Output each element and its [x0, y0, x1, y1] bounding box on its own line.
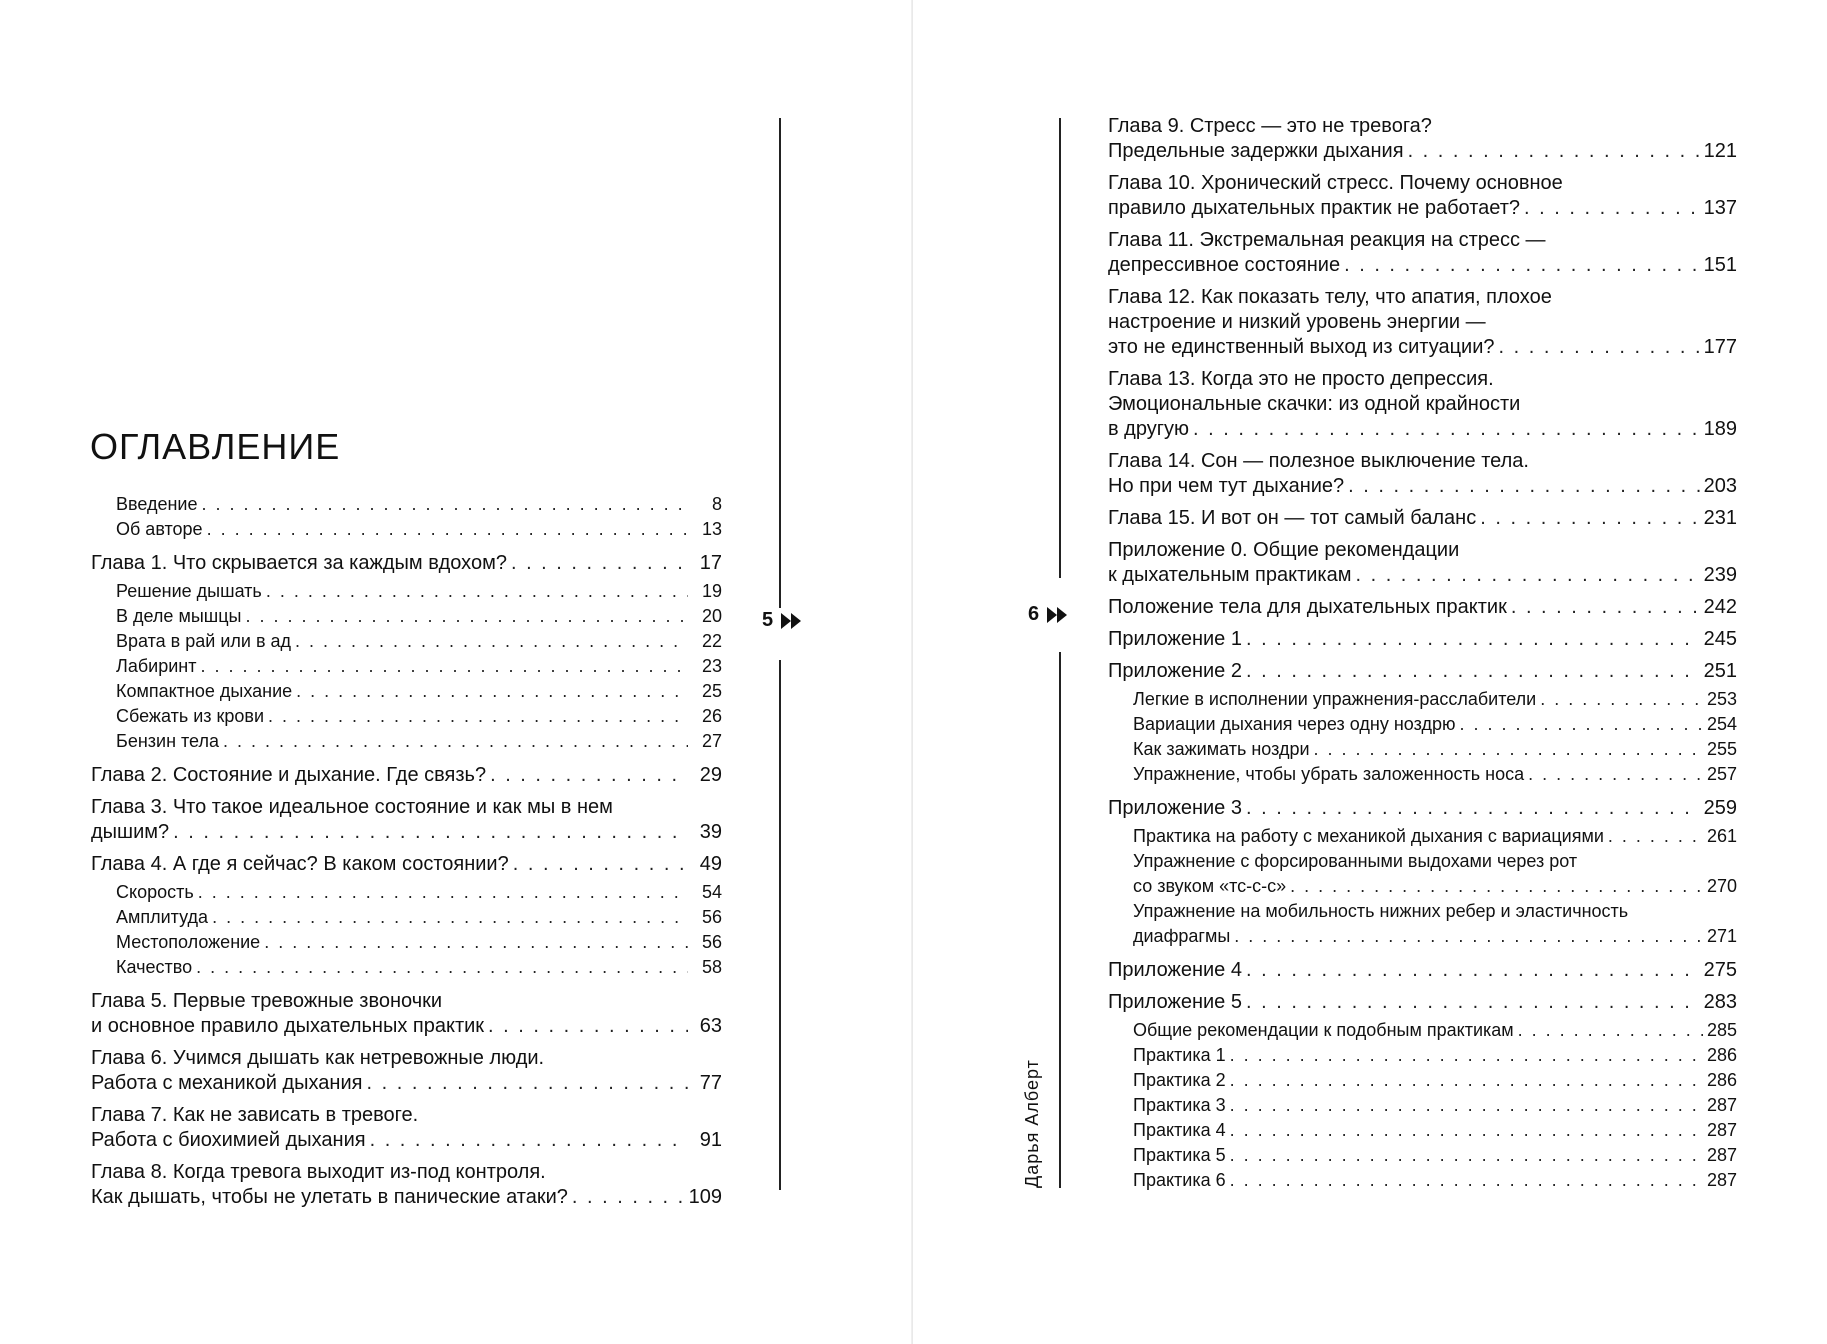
toc-entry-line: Глава 10. Хронический стресс. Почему основное	[1108, 172, 1563, 194]
dot-leader	[370, 1128, 688, 1153]
toc-entry-label: Практика 2	[1133, 1070, 1226, 1090]
toc-page-number: 63	[699, 1015, 722, 1037]
toc-entry-line: Приложение 0. Общие рекомендации	[1108, 539, 1460, 561]
toc-page-number: 242	[1703, 596, 1737, 618]
left-margin-line-top	[779, 118, 781, 608]
toc-entry	[91, 1160, 722, 1210]
toc-entry-label: и основное правило дыхательных практик	[91, 1015, 485, 1037]
toc-entry-label: депрессивное состояние	[1108, 254, 1341, 276]
toc-entry	[1108, 659, 1737, 684]
dot-leader	[1344, 253, 1700, 278]
toc-entry	[1108, 285, 1737, 360]
toc-page-number: 270	[1706, 876, 1737, 896]
toc-entry	[1108, 449, 1737, 499]
toc-entry-label: Местоположение	[116, 932, 261, 952]
toc-entry-label: это не единственный выход из ситуации?	[1108, 336, 1495, 358]
toc-entry-line: Эмоциональные скачки: из одной крайности	[1108, 393, 1521, 415]
toc-page-number: 77	[699, 1072, 722, 1094]
dot-leader	[1290, 874, 1703, 899]
page-number: 6	[1028, 603, 1040, 625]
toc-page-number: 231	[1703, 507, 1737, 529]
toc-subentry	[91, 729, 722, 754]
toc-subentry	[91, 704, 722, 729]
toc-page-number: 58	[701, 957, 722, 977]
toc-entry	[1108, 506, 1737, 531]
toc-subentry	[91, 905, 722, 930]
dot-leader	[1246, 627, 1700, 652]
dot-leader	[1499, 335, 1700, 360]
toc-entry-label: Приложение 1	[1108, 628, 1242, 650]
dot-leader	[245, 604, 688, 629]
toc-page-number: 19	[701, 581, 722, 601]
toc-entry-line: Глава 7. Как не зависать в тревоге.	[91, 1104, 419, 1126]
toc-page-number: 287	[1706, 1145, 1737, 1165]
toc-entry-label: Практика 6	[1133, 1170, 1226, 1190]
toc-entry-label: Врата в рай или в ад	[116, 631, 292, 651]
toc-entry	[91, 852, 722, 877]
toc-page-number: 259	[1703, 797, 1737, 819]
dot-leader	[1246, 796, 1700, 821]
toc-entry-label: Легкие в исполнении упражнения-расслабители	[1133, 689, 1537, 709]
toc-entry-label: Введение	[116, 494, 198, 514]
dot-leader	[1230, 1168, 1703, 1193]
toc-entry	[1108, 228, 1737, 278]
toc-entry-line: Глава 14. Сон — полезное выключение тела.	[1108, 450, 1529, 472]
dot-leader	[366, 1071, 688, 1096]
toc-entry-line: Глава 13. Когда это не просто депрессия.	[1108, 368, 1494, 390]
toc-entry-label: Качество	[116, 957, 193, 977]
left-page	[0, 0, 913, 1344]
dot-leader	[296, 679, 688, 704]
toc-right-column	[1108, 114, 1737, 1193]
toc-entry	[91, 763, 722, 788]
dot-leader	[1193, 417, 1700, 442]
toc-entry-label: правило дыхательных практик не работает?	[1108, 197, 1521, 219]
toc-page-number: 255	[1706, 739, 1737, 759]
double-chevron-right-icon	[781, 613, 803, 629]
toc-entry-label: Упражнение, чтобы убрать заложенность носа	[1133, 764, 1525, 784]
toc-subentry	[91, 930, 722, 955]
toc-entry	[1108, 627, 1737, 652]
toc-page-number: 287	[1706, 1095, 1737, 1115]
dot-leader	[513, 852, 688, 877]
double-chevron-right-icon	[1047, 607, 1069, 623]
toc-entry-label: Амплитуда	[116, 907, 209, 927]
toc-entry	[91, 989, 722, 1039]
toc-entry	[1108, 958, 1737, 983]
toc-page-number: 91	[699, 1129, 722, 1151]
toc-entry-label: Сбежать из крови	[116, 706, 265, 726]
dot-leader	[1608, 824, 1703, 849]
toc-entry-label: Скорость	[116, 882, 194, 902]
toc-page-number: 20	[701, 606, 722, 626]
toc-entry	[91, 1103, 722, 1153]
toc-entry-label: со звуком «тс-с-с»	[1133, 876, 1287, 896]
toc-entry-label: Приложение 2	[1108, 660, 1242, 682]
toc-page-number: 253	[1706, 689, 1737, 709]
right-margin-line-top	[1059, 118, 1061, 578]
toc-entry-label: Практика 5	[1133, 1145, 1226, 1165]
dot-leader	[1230, 1143, 1703, 1168]
left-folio	[762, 609, 803, 632]
toc-subentry	[1108, 737, 1737, 762]
toc-entry-label: Предельные задержки дыхания	[1108, 140, 1404, 162]
toc-page-number: 23	[701, 656, 722, 676]
left-margin-line-bottom	[779, 660, 781, 1190]
dot-leader	[268, 704, 688, 729]
toc-subentry	[1108, 1118, 1737, 1143]
dot-leader	[1348, 474, 1699, 499]
toc-entry	[1108, 538, 1737, 588]
toc-subentry	[1108, 824, 1737, 849]
toc-entry-line: Глава 3. Что такое идеальное состояние и как мы в нем	[91, 796, 613, 818]
toc-page-number: 25	[701, 681, 722, 701]
toc-entry-line: Глава 11. Экстремальная реакция на стресс —	[1108, 229, 1546, 251]
toc-entry-line: Глава 5. Первые тревожные звоночки	[91, 990, 443, 1012]
toc-entry-label: Но при чем тут дыхание?	[1108, 475, 1345, 497]
toc-page-number: 137	[1703, 197, 1737, 219]
toc-page-number: 283	[1703, 991, 1737, 1013]
toc-subentry	[1108, 1043, 1737, 1068]
toc-subentry	[91, 654, 722, 679]
toc-entry-label: Общие рекомендации к подобным практикам	[1133, 1020, 1514, 1040]
toc-subentry	[1108, 687, 1737, 712]
toc-entry	[1108, 990, 1737, 1015]
toc-entry-label: Компактное дыхание	[116, 681, 293, 701]
toc-page-number: 257	[1706, 764, 1737, 784]
toc-page-number: 261	[1706, 826, 1737, 846]
toc-entry	[1108, 171, 1737, 221]
toc-entry-label: Положение тела для дыхательных практик	[1108, 596, 1507, 618]
toc-entry-label: Приложение 5	[1108, 991, 1242, 1013]
dot-leader	[173, 820, 688, 845]
dot-leader	[1511, 595, 1700, 620]
dot-leader	[295, 629, 688, 654]
toc-subentry	[91, 492, 722, 517]
dot-leader	[207, 517, 688, 542]
toc-page-number: 286	[1706, 1045, 1737, 1065]
toc-subentry	[1108, 849, 1737, 899]
toc-entry-label: Об авторе	[116, 519, 203, 539]
toc-entry	[1108, 796, 1737, 821]
dot-leader	[1459, 712, 1703, 737]
toc-entry-label: Лабиринт	[116, 656, 197, 676]
right-folio	[1028, 603, 1069, 626]
toc-entry-label: Глава 1. Что скрывается за каждым вдохом?	[91, 552, 507, 574]
dot-leader	[1230, 1068, 1703, 1093]
author-name: Дарья Алберт	[1022, 1059, 1042, 1188]
toc-page-number: 54	[701, 882, 722, 902]
dot-leader	[198, 880, 688, 905]
toc-entry	[1108, 367, 1737, 442]
toc-page-number: 56	[701, 907, 722, 927]
dot-leader	[511, 551, 688, 576]
dot-leader	[1518, 1018, 1703, 1043]
dot-leader	[572, 1185, 685, 1210]
toc-entry	[1108, 114, 1737, 164]
toc-entry-label: Глава 4. А где я сейчас? В каком состоянии?	[91, 853, 509, 875]
toc-page-number: 121	[1703, 140, 1737, 162]
dot-leader	[223, 729, 688, 754]
dot-leader	[196, 955, 688, 980]
dot-leader	[202, 492, 688, 517]
dot-leader	[1524, 196, 1700, 221]
toc-subentry	[91, 880, 722, 905]
toc-entry-line: Упражнение с форсированными выдохами через рот	[1133, 851, 1578, 871]
toc-entry-label: в другую	[1108, 418, 1190, 440]
toc-page-number: 245	[1703, 628, 1737, 650]
toc-page-number: 17	[699, 552, 722, 574]
toc-subentry	[91, 679, 722, 704]
toc-entry-label: В деле мышцы	[116, 606, 242, 626]
toc-page-number: 287	[1706, 1120, 1737, 1140]
toc-entry-label: Глава 15. И вот он — тот самый баланс	[1108, 507, 1477, 529]
toc-subentry	[1108, 1168, 1737, 1193]
dot-leader	[1355, 563, 1699, 588]
toc-subentry	[1108, 899, 1737, 949]
toc-entry-label: Приложение 4	[1108, 959, 1242, 981]
toc-entry-label: Глава 2. Состояние и дыхание. Где связь?	[91, 764, 487, 786]
dot-leader	[1234, 924, 1703, 949]
toc-page-number: 26	[701, 706, 722, 726]
dot-leader	[264, 930, 688, 955]
toc-page-number: 49	[699, 853, 722, 875]
toc-entry-label: Практика на работу с механикой дыхания с вариациями	[1133, 826, 1604, 846]
toc-entry-line: Глава 12. Как показать телу, что апатия, плохое	[1108, 286, 1552, 308]
toc-entry-label: диафрагмы	[1133, 926, 1231, 946]
toc-subentry	[91, 604, 722, 629]
toc-page-number: 271	[1706, 926, 1737, 946]
toc-entry-line: Глава 9. Стресс — это не тревога?	[1108, 115, 1432, 137]
page-number: 5	[762, 609, 774, 631]
toc-entry	[91, 551, 722, 576]
right-margin-line-bottom	[1059, 652, 1061, 1188]
toc-entry-line: Глава 8. Когда тревога выходит из-под контроля.	[91, 1161, 546, 1183]
toc-entry-label: Приложение 3	[1108, 797, 1242, 819]
toc-subentry	[1108, 1143, 1737, 1168]
toc-entry	[91, 795, 722, 845]
toc-page-number: 151	[1703, 254, 1737, 276]
dot-leader	[1246, 659, 1700, 684]
toc-page-number: 13	[701, 519, 722, 539]
toc-page-number: 177	[1703, 336, 1737, 358]
toc-entry-line: Упражнение на мобильность нижних ребер и эластичность	[1133, 901, 1629, 921]
dot-leader	[1540, 687, 1703, 712]
toc-subentry	[91, 629, 722, 654]
toc-title: ОГЛАВЛЕНИЕ	[90, 426, 341, 467]
toc-page-number: 239	[1703, 564, 1737, 586]
toc-subentry	[1108, 1093, 1737, 1118]
toc-subentry	[1108, 1018, 1737, 1043]
toc-entry-label: Вариации дыхания через одну ноздрю	[1133, 714, 1456, 734]
toc-subentry	[1108, 762, 1737, 787]
dot-leader	[200, 654, 688, 679]
toc-entry-label: Работа с биохимией дыхания	[91, 1129, 366, 1151]
toc-page-number: 254	[1706, 714, 1737, 734]
toc-entry-label: Работа с механикой дыхания	[91, 1072, 363, 1094]
toc-page-number: 287	[1706, 1170, 1737, 1190]
dot-leader	[1408, 139, 1700, 164]
toc-page-number: 189	[1703, 418, 1737, 440]
toc-page-number: 285	[1706, 1020, 1737, 1040]
dot-leader	[212, 905, 688, 930]
toc-page-number: 275	[1703, 959, 1737, 981]
toc-entry-label: Практика 1	[1133, 1045, 1226, 1065]
toc-page-number: 56	[701, 932, 722, 952]
toc-page-number: 251	[1703, 660, 1737, 682]
dot-leader	[490, 763, 688, 788]
dot-leader	[488, 1014, 688, 1039]
toc-page-number: 27	[701, 731, 722, 751]
toc-subentry	[91, 517, 722, 542]
toc-page-number: 109	[688, 1186, 722, 1208]
toc-entry-label: Практика 4	[1133, 1120, 1226, 1140]
dot-leader	[1528, 762, 1703, 787]
toc-entry	[91, 1046, 722, 1096]
dot-leader	[1314, 737, 1703, 762]
toc-entry-line: Глава 6. Учимся дышать как нетревожные люди.	[91, 1047, 545, 1069]
toc-entry-label: Как зажимать ноздри	[1133, 739, 1310, 759]
dot-leader	[1480, 506, 1699, 531]
dot-leader	[1246, 958, 1700, 983]
toc-page-number: 22	[701, 631, 722, 651]
toc-page-number: 29	[699, 764, 722, 786]
toc-entry-label: Практика 3	[1133, 1095, 1226, 1115]
toc-entry-line: настроение и низкий уровень энергии —	[1108, 311, 1486, 333]
toc-entry-label: Бензин тела	[116, 731, 219, 751]
toc-entry-label: к дыхательным практикам	[1108, 564, 1352, 586]
dot-leader	[266, 579, 688, 604]
toc-subentry	[91, 579, 722, 604]
dot-leader	[1230, 1118, 1703, 1143]
toc-page-number: 8	[711, 494, 722, 514]
toc-subentry	[91, 955, 722, 980]
toc-entry-label: Как дышать, чтобы не улетать в панические атаки?	[91, 1186, 568, 1208]
toc-subentry	[1108, 712, 1737, 737]
dot-leader	[1246, 990, 1700, 1015]
toc-entry-label: Решение дышать	[116, 581, 262, 601]
toc-page-number: 203	[1703, 475, 1737, 497]
toc-entry	[1108, 595, 1737, 620]
dot-leader	[1230, 1093, 1703, 1118]
toc-subentry	[1108, 1068, 1737, 1093]
dot-leader	[1230, 1043, 1703, 1068]
toc-entry-label: дышим?	[91, 821, 170, 843]
toc-page-number: 39	[699, 821, 722, 843]
toc-left-column	[91, 492, 722, 1217]
toc-page-number: 286	[1706, 1070, 1737, 1090]
